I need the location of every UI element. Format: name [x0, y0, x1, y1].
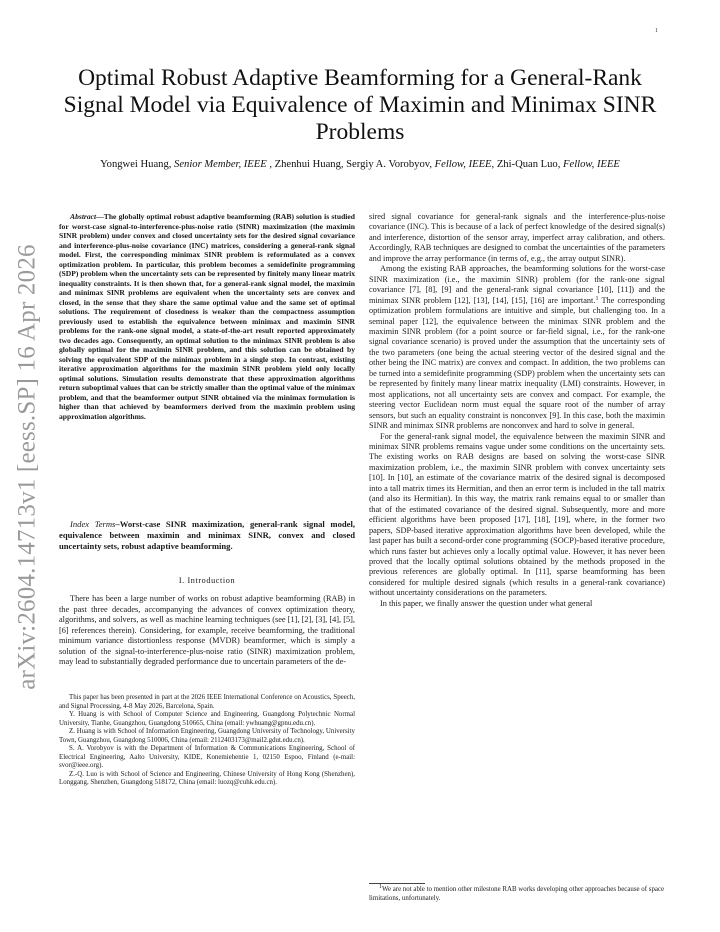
arxiv-stamp-text: arXiv:2604.14713v1 [eess.SP] 16 Apr 2026 — [14, 244, 42, 690]
affiliation-footnotes — [59, 694, 355, 788]
section-heading-introduction: I. Introduction — [178, 576, 236, 585]
footnote-affiliation: Y. Huang is with School of Computer Science and Engineering, Guangdong Polytechnic Normal University, Tianhe, Guangzhou, Guangdong 510665, China (email: ywhuang@gpnu.edu.cn). — [59, 711, 355, 727]
footnote-space-limitations — [369, 886, 665, 903]
introduction-body-left — [59, 594, 355, 668]
author-list — [40, 159, 680, 170]
arxiv-identifier-stamp — [8, 244, 48, 690]
author-name: Yongwei Huang, — [100, 159, 175, 170]
footnote-affiliation: Z.-Q. Luo is with School of Science and Engineering, Chinese University of Hong Kong (Shenzhen), Longgang, Shenzhen, Guangdong 518172, China (email: luozq@cuhk.edu.cn). — [59, 770, 355, 787]
author-membership: Fellow, IEEE — [434, 159, 492, 170]
index-terms-text: –Worst-case SINR maximization, general-rank signal model, equivalence between maximin and minimax SINR, convex and closed uncertainty sets, robust adaptive beamforming. — [59, 519, 355, 551]
footnote-affiliation: Z. Huang is with School of Information Engineering, Guangdong University of Technology, University Town, Guangzhou, Guangdong 510006, China (email: 2112403173@mail2.gdut.edu.cn). — [59, 728, 355, 744]
index-terms — [59, 519, 355, 551]
body-paragraph: There has been a large number of works on robust adaptive beamforming (RAB) in the past three decades, accompanying the advances of convex optimization theory, algorithms, and solvers, as well as machine learning techniques (see [1], [2], [3], [4], [5], [6] references therein). Considering, for example, receive beamforming, the traditional minimum variance distortionless response (MVDR) beamformer, which is simply a solution of the signal-to-interference-plus-noise ratio (SINR) maximization problem, may lead to substantially degraded performance due to uncertain parameters of the de- — [59, 594, 355, 666]
body-paragraph: In this paper, we finally answer the question under what general — [380, 598, 593, 608]
author-membership: Senior Member, IEEE — [174, 159, 267, 170]
author-name: , Zhenhui Huang, Sergiy A. Vorobyov, — [266, 159, 435, 170]
body-paragraph: For the general-rank signal model, the equivalence between the maximin SINR and minimax SINR problems remains vague under some conditions on the uncertainty sets. The existing works on RAB designs are based on solving the worst-case SINR maximization problem, i.e., the maximin SINR problem with convex uncertainty sets [10]. In [10], an estimate of the covariance matrix of the desired signal is decomposed into a tall matrix times its Hermitian, and then an error term is included in the tall matrix (and also its Hermitian). In this way, the matrix rank remains equal to or smaller than that of the estimated covariance of the desired signal. Subsequently, more and more efficient algorithms have been proposed [17], [18], [19], where, in the former two papers, SDP-based iterative approximation algorithms have been developed, while the last paper has built a second-order cone programming (SOCP)-based iterative procedure, which runs faster but achieves only a locally optimal value. However, it has never been proved that the locally optimal solutions obtained by the methods proposed in the previous references are globally optimal. In [11], sparse beamforming has been considered for multiple desired signals (which results in a general-rank covariance) without uncertainty considerations on the parameters. — [369, 431, 665, 598]
footnote-divider — [369, 883, 425, 884]
index-terms-label: Index Terms — [70, 519, 116, 529]
footnote-marker: 1 — [595, 295, 599, 302]
footnote-marker: 1 — [379, 884, 382, 890]
author-name: , Zhi-Quan Luo, — [491, 159, 564, 170]
footnote-affiliation: S. A. Vorobyov is with the Department of Information & Communications Engineering, School of Electrical Engineering, Aalto University, KIDE, Konemiehentie 1, 02150 Espoo, Finland (e-mail: svor@ieee.org). — [59, 745, 355, 770]
abstract-label: Abstract — [70, 212, 97, 221]
paragraph-text: The corresponding optimization problem formulations are intuitive and simple, but challenging too. In a seminal paper [12], the equivalence between the minimax SINR problem and the maximin SINR problem (for a point source or far-field signal, i.e., for the rank-one signal covariance scenario) is proved under the assumption that the uncertainty sets of the two parameters (one being the actual steering vector of the desired signal and the other being the INC matrix) are convex and compact. In addition, the two problems can be turned into a semidefinite programming (SDP) problem when the uncertainty sets can be represented by finitely many linear matrix inequality (LMI) constraints. However, in most applications, not all uncertainty sets are convex and compact. For example, the steering vector Euclidean norm must equal the square root of the number of array sensors, but such an equality constraint is nonconvex [9]. In this case, both the maximin SINR and minimax SINR problems are nonconvex and hard to solve in general. — [369, 295, 665, 431]
paper-title: Optimal Robust Adaptive Beamforming for a General-Rank Signal Model via Equivalence of Maximin and Minimax SINR Problems — [63, 65, 657, 145]
introduction-body-right — [369, 212, 665, 609]
footnote-text: We are not able to mention other milestone RAB works developing other approaches because of space limitations, unfortunately. — [369, 886, 665, 902]
page-number: 1 — [655, 28, 658, 34]
footnote-conference: This paper has been presented in part at the 2026 IEEE International Conference on Acoustics, Speech, and Signal Processing, 4-8 May 2026, Barcelona, Spain. — [59, 694, 355, 710]
body-paragraph — [369, 264, 665, 431]
paragraph-text: Among the existing RAB approaches, the beamforming solutions for the worst-case SINR maximization (i.e., the maximin SINR) problem (for the rank-one signal covariance [7], [8], [9] and the general-rank signal covariance [10], [11]) and the minimax SINR problem [12], [13], [14], [15], [16] are important. — [369, 264, 665, 305]
body-paragraph: sired signal covariance for general-rank signals and the interference-plus-noise covariance (INC). This is because of a lack of perfect knowledge of the desired signal(s) and interference, distortion of the sensor array, imperfect array calibration, and others. Accordingly, RAB techniques are designed to combat the uncertainties of the parameters and improve the array performance (in terms of, e.g., the array output SINR). — [369, 212, 665, 263]
abstract — [59, 212, 355, 421]
abstract-text: —The globally optimal robust adaptive beamforming (RAB) solution is studied for worst-case signal-to-interference-plus-noise ratio (SINR) maximization (the maximin SINR problem) under convex and closed uncertainty sets for the desired signal covariance and interference-plus-noise covariance (INC) matrices, considering a general-rank signal model. First, the corresponding minimax SINR problem is reformulated as a convex optimization problem. In particular, this problem becomes a semidefinite programming (SDP) problem when the uncertainty sets can be represented by finitely many linear matrix inequality constraints. It is then shown that, for a general-rank signal model, the maximin and minimax SINR problems are equivalent when the uncertainty sets are convex and closed, in the sense that they share the same optimal value and the same set of optimal solutions. The requirement of closedness is weaker than the compactness assumption previously used to establish the equivalence between minimax and maximin SINR problems for the rank-one signal model, a state-of-the-art result reported approximately two decades ago. Consequently, an optimal solution to the minimax SINR problem is also globally optimal for the maximin SINR problem, and this solution can be obtained by solving the equivalent SDP of the minimax problem in a single step. In contrast, existing iterative approximation algorithms for the maximin SINR problem yield only locally optimal solutions. Simulation results demonstrate that these approximation algorithms return suboptimal values that can be strictly smaller than the optimal value of the minimax problem, and that the beamformer output SINR obtained via the minimax formulation is higher than that achieved by beamformers derived from the maximin problem using approximation algorithms. — [59, 212, 355, 421]
author-membership: Fellow, IEEE — [563, 159, 620, 170]
